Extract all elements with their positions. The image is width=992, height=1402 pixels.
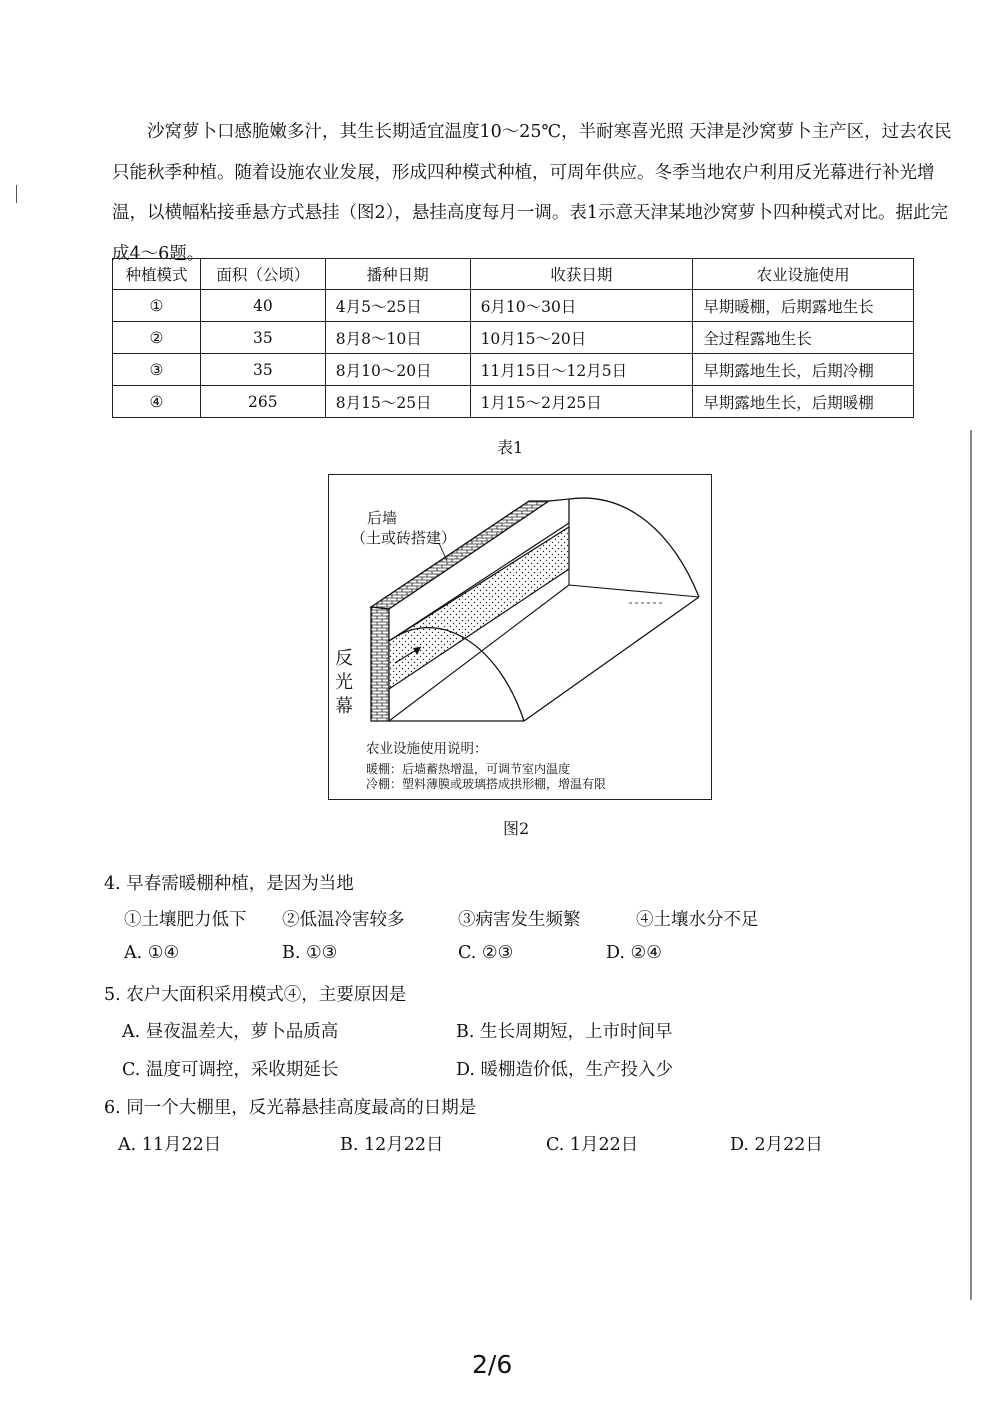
table-header-row xyxy=(113,259,914,290)
cell-facility: 早期露地生长，后期暖棚 xyxy=(693,386,914,418)
q4-option-b[interactable]: B. ①③ xyxy=(282,943,338,963)
question-4-stem: 4. 早春需暖棚种植，是因为当地 xyxy=(104,874,354,894)
cell-facility: 早期暖棚，后期露地生长 xyxy=(693,290,914,322)
question-6-stem: 6. 同一个大棚里，反光幕悬挂高度最高的日期是 xyxy=(104,1098,477,1118)
cell-sowing: 8月15～25日 xyxy=(325,386,470,418)
q4-option-c[interactable]: C. ②③ xyxy=(458,943,514,963)
table-caption: 表1 xyxy=(497,438,524,457)
notes-title: 农业设施使用说明： xyxy=(366,741,488,757)
header-sowing-date: 播种日期 xyxy=(325,259,470,290)
cell-facility: 全过程露地生长 xyxy=(693,322,914,354)
cell-sowing: 4月5～25日 xyxy=(325,290,470,322)
cell-harvest: 6月10～30日 xyxy=(470,290,693,322)
table-1-planting-modes xyxy=(112,258,914,418)
q5-option-d[interactable]: D. 暖棚造价低，生产投入少 xyxy=(456,1060,674,1080)
q5-option-b[interactable]: B. 生长周期短，上市时间早 xyxy=(456,1022,673,1042)
label-back-wall: 后墙 xyxy=(367,509,398,527)
label-reflective-curtain: 反光幕 xyxy=(335,648,353,717)
header-harvest-date: 收获日期 xyxy=(470,259,693,290)
page-number: 2/6 xyxy=(472,1350,513,1379)
q5-option-c[interactable]: C. 温度可调控，采收期延长 xyxy=(122,1060,339,1080)
table-row xyxy=(113,290,914,322)
figure-caption: 图2 xyxy=(503,819,530,838)
cell-area: 265 xyxy=(200,386,325,418)
q5-option-a[interactable]: A. 昼夜温差大，萝卜品质高 xyxy=(122,1022,339,1042)
cell-sowing: 8月10～20日 xyxy=(325,354,470,386)
header-facility: 农业设施使用 xyxy=(693,259,914,290)
cell-area: 35 xyxy=(200,322,325,354)
cell-mode: ② xyxy=(113,322,201,354)
header-area: 面积（公顷） xyxy=(200,259,325,290)
scan-edge-line xyxy=(970,430,972,1300)
cell-harvest: 10月15～20日 xyxy=(470,322,693,354)
q4-item-1: ①土壤肥力低下 xyxy=(124,910,247,930)
question-5-stem: 5. 农户大面积采用模式④，主要原因是 xyxy=(104,985,407,1005)
q6-option-c[interactable]: C. 1月22日 xyxy=(546,1135,639,1155)
cell-mode: ③ xyxy=(113,354,201,386)
q4-item-4: ④土壤水分不足 xyxy=(636,910,759,930)
q4-option-d[interactable]: D. ②④ xyxy=(606,943,662,963)
cell-mode: ① xyxy=(113,290,201,322)
q6-option-b[interactable]: B. 12月22日 xyxy=(340,1135,444,1155)
label-back-wall-material: （土或砖搭建） xyxy=(351,529,457,547)
table-row xyxy=(113,386,914,418)
figure-2-greenhouse xyxy=(328,474,712,800)
facility-notes xyxy=(366,737,606,792)
cell-facility: 早期露地生长，后期冷棚 xyxy=(693,354,914,386)
cell-mode: ④ xyxy=(113,386,201,418)
table-row xyxy=(113,354,914,386)
header-mode: 种植模式 xyxy=(113,259,201,290)
q6-option-a[interactable]: A. 11月22日 xyxy=(118,1135,222,1155)
note-warm-shed: 暖棚：后墙蓄热增温，可调节室内温度 xyxy=(366,762,571,776)
cell-area: 40 xyxy=(200,290,325,322)
cell-sowing: 8月8～10日 xyxy=(325,322,470,354)
table-row xyxy=(113,322,914,354)
q4-item-2: ②低温冷害较多 xyxy=(282,910,405,930)
cell-area: 35 xyxy=(200,354,325,386)
cell-harvest: 11月15日～12月5日 xyxy=(470,354,693,386)
q4-option-a[interactable]: A. ①④ xyxy=(124,943,180,963)
scan-margin-mark xyxy=(16,185,17,203)
note-cold-shed: 冷棚：塑料薄膜或玻璃搭成拱形棚，增温有限 xyxy=(366,777,607,791)
q6-option-d[interactable]: D. 2月22日 xyxy=(730,1135,823,1155)
q4-item-3: ③病害发生频繁 xyxy=(458,910,581,930)
cell-harvest: 1月15～2月25日 xyxy=(470,386,693,418)
intro-paragraph: 沙窝萝卜口感脆嫩多汁，其生长期适宜温度10～25℃，半耐寒喜光照 天津是沙窝萝卜主产区，过去农民只能秋季种植。随着设施农业发展，形成四种模式种植，可周年供应。冬季当地农户利用反光幕进行补光增温，以横幅粘接垂悬方式悬挂（图2），悬挂高度每月一调。表1示意天津某地沙窝萝卜四种模式对比。据此完成4～6题。 xyxy=(112,122,952,264)
